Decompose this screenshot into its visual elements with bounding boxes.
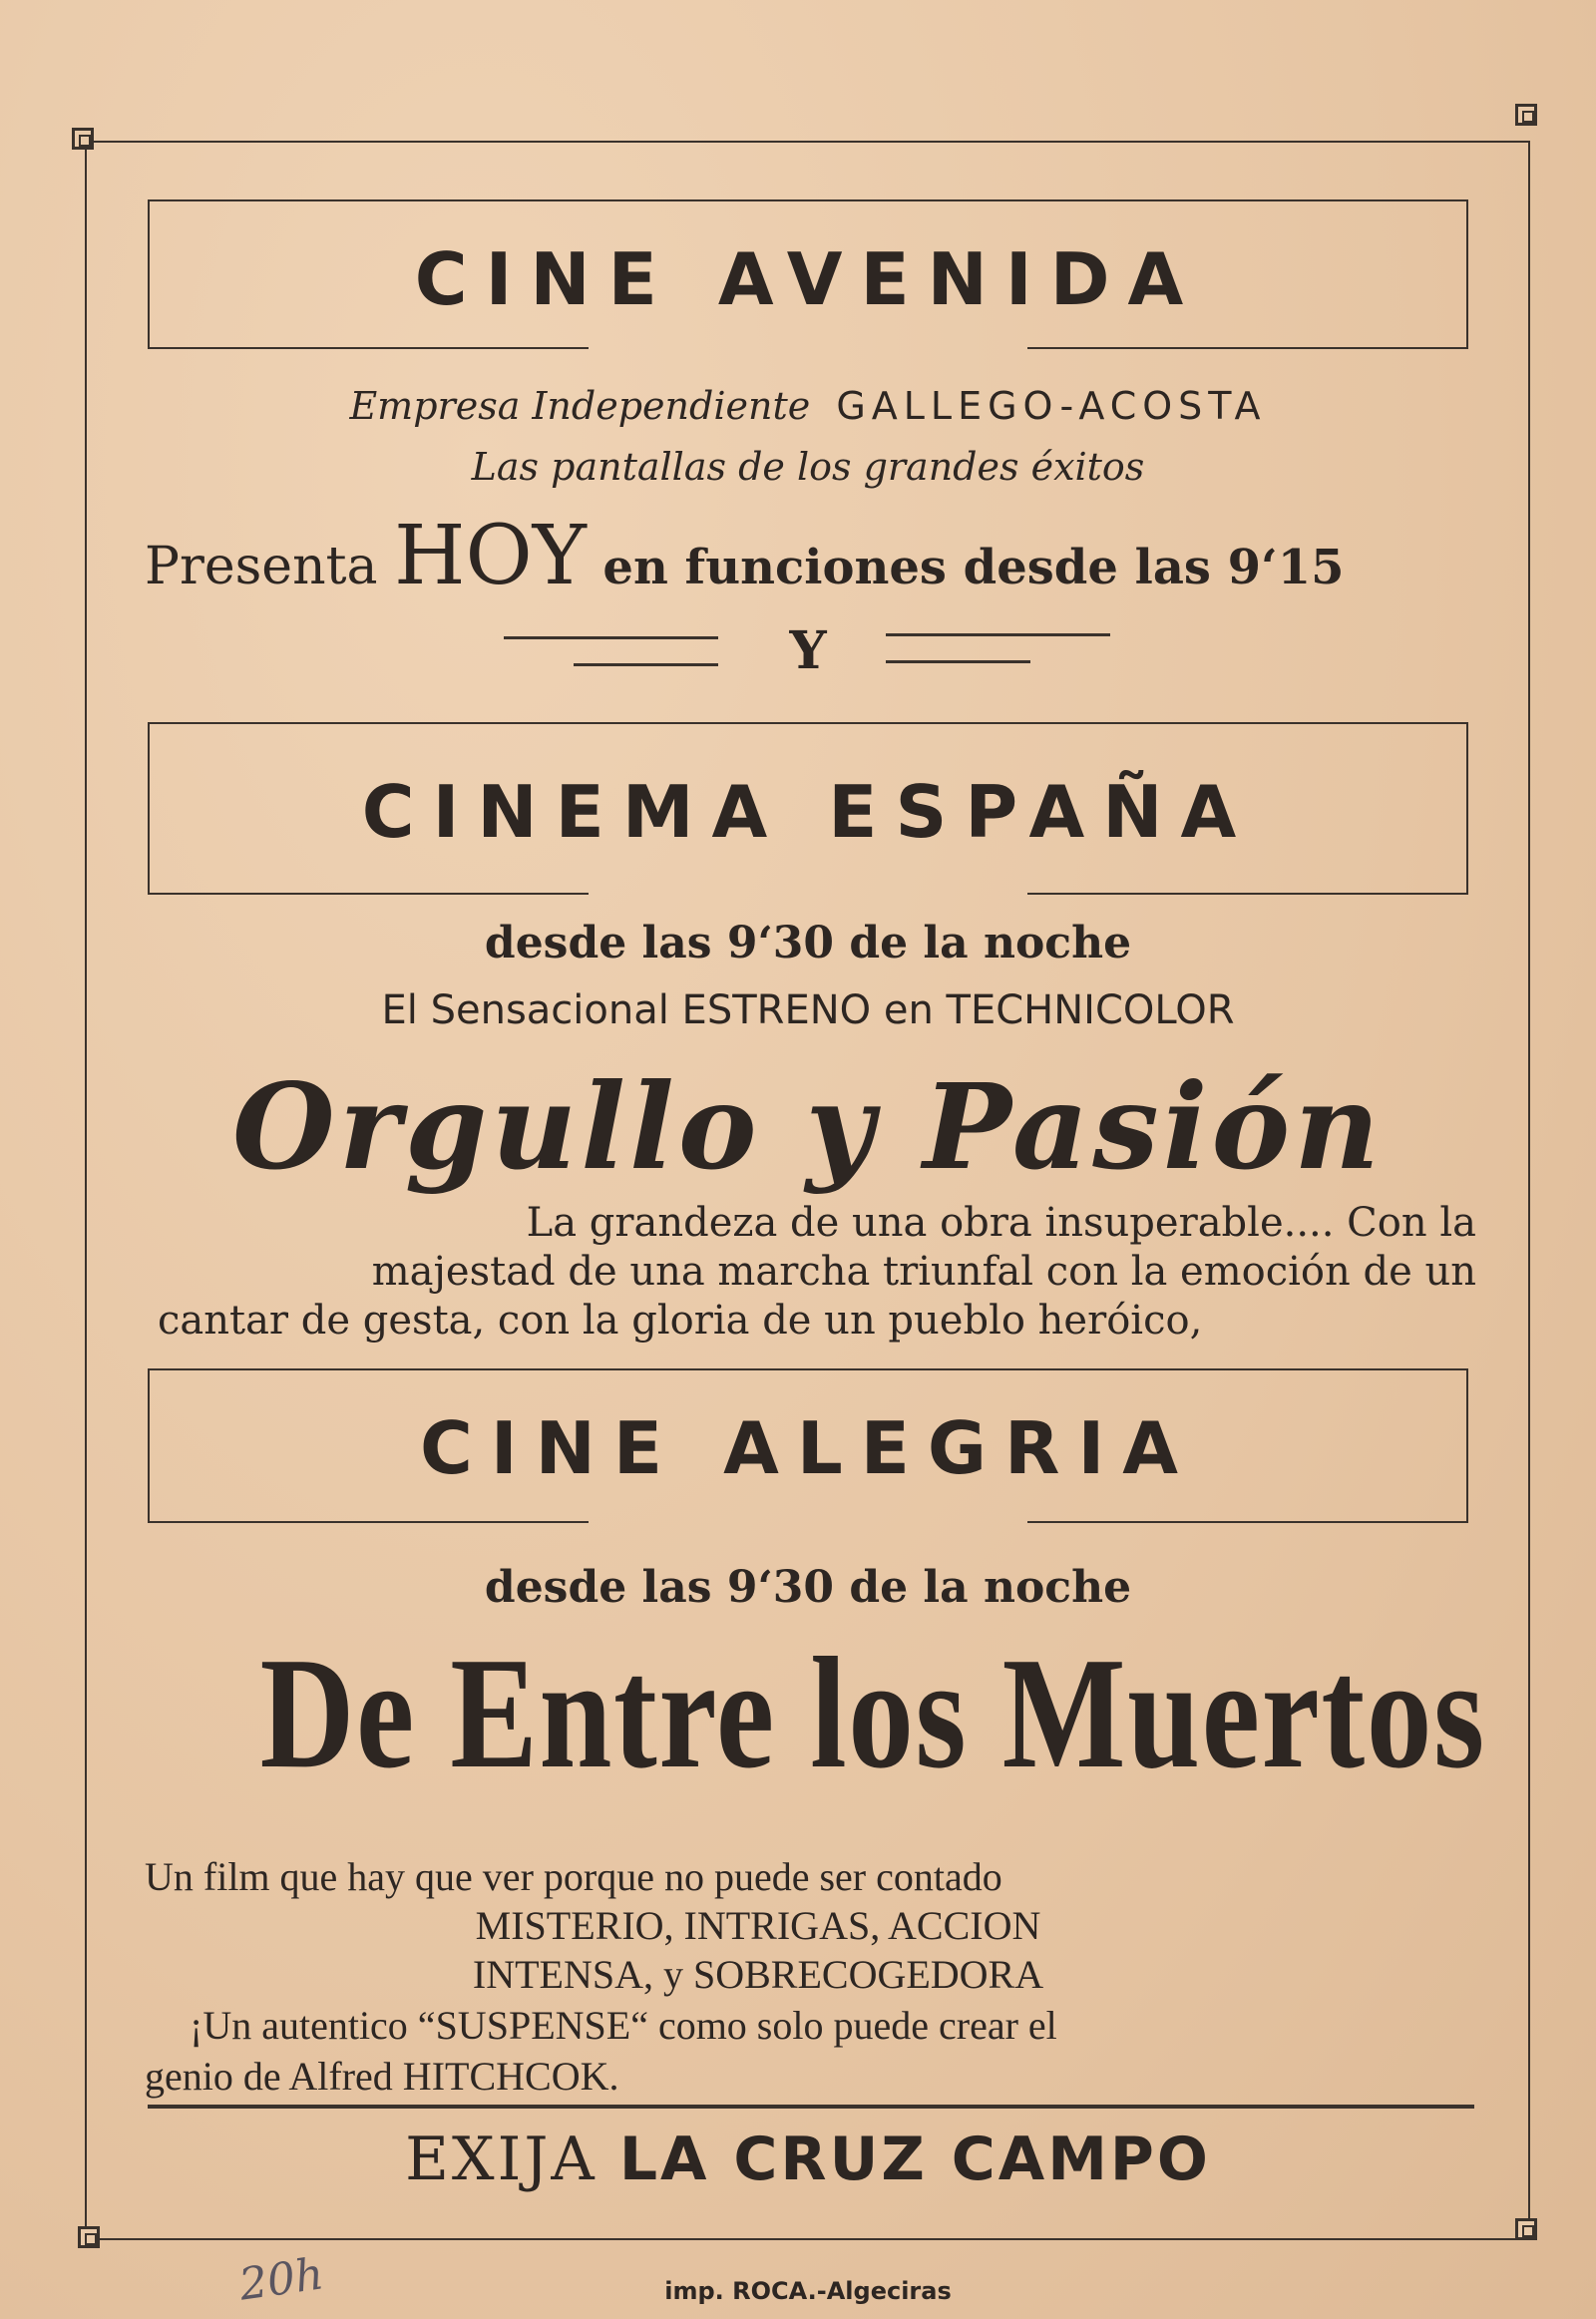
theater-name: CINEMA ESPAÑA bbox=[361, 770, 1255, 854]
theater-box-espana bbox=[148, 722, 1468, 895]
company-line bbox=[140, 384, 1476, 428]
hoy: HOY bbox=[394, 509, 587, 603]
theater-name: CINE AVENIDA bbox=[414, 237, 1202, 321]
handwritten-note: 20h bbox=[235, 2248, 327, 2311]
divider bbox=[148, 2105, 1474, 2109]
company-prefix: Empresa Independiente bbox=[349, 384, 811, 428]
tagline: Las pantallas de los grandes éxitos bbox=[471, 445, 1145, 489]
desc-line: genio de Alfred HITCHCOK. bbox=[145, 2054, 619, 2099]
corner-ornament bbox=[72, 128, 94, 150]
film-title: De Entre los Muertos bbox=[259, 1624, 1486, 1801]
showtime: desde las 9‘30 de la noche bbox=[484, 918, 1132, 968]
desc-line: ¡Un autentico “SUSPENSE“ como solo puede crear el bbox=[190, 2003, 1057, 2048]
theater-box-avenida bbox=[148, 199, 1468, 349]
printer-credit: imp. ROCA.-Algeciras bbox=[664, 2277, 952, 2305]
ad-brand: LA CRUZ CAMPO bbox=[618, 2125, 1211, 2194]
beer-ad bbox=[140, 2125, 1476, 2194]
divider bbox=[886, 660, 1030, 663]
corner-ornament bbox=[1515, 2218, 1537, 2240]
divider bbox=[504, 636, 718, 639]
desc-line: INTENSA, y SOBRECOGEDORA bbox=[472, 1952, 1044, 1997]
divider bbox=[574, 663, 718, 666]
desc-line: MISTERIO, INTRIGAS, ACCION bbox=[475, 1903, 1041, 1948]
corner-ornament bbox=[1515, 104, 1537, 126]
desc-line: majestad de una marcha triunfal con la emoción de un bbox=[371, 1249, 1476, 1295]
conjunction: Y bbox=[789, 620, 827, 681]
desc-line: La grandeza de una obra insuperable.... Con la bbox=[526, 1200, 1476, 1246]
divider bbox=[886, 633, 1110, 636]
corner-ornament bbox=[78, 2226, 100, 2248]
company-name: GALLEGO-ACOSTA bbox=[836, 384, 1267, 428]
theater-name: CINE ALEGRIA bbox=[420, 1406, 1196, 1490]
presenta-line bbox=[145, 509, 1481, 603]
desc-line: cantar de gesta, con la gloria de un pueblo heróico, bbox=[158, 1298, 1203, 1344]
desc-line: Un film que hay que ver porque no puede ser contado bbox=[145, 1854, 1002, 1899]
film-title: Orgullo y Pasión bbox=[231, 1057, 1385, 1196]
showtime: desde las 9‘30 de la noche bbox=[484, 1562, 1132, 1613]
ad-exija: EXIJA bbox=[405, 2125, 598, 2194]
theater-box-alegria bbox=[148, 1368, 1468, 1523]
presenta: Presenta bbox=[145, 537, 378, 596]
funciones: en funciones desde las 9‘15 bbox=[602, 540, 1345, 595]
subtitle: El Sensacional ESTRENO en TECHNICOLOR bbox=[381, 987, 1235, 1033]
